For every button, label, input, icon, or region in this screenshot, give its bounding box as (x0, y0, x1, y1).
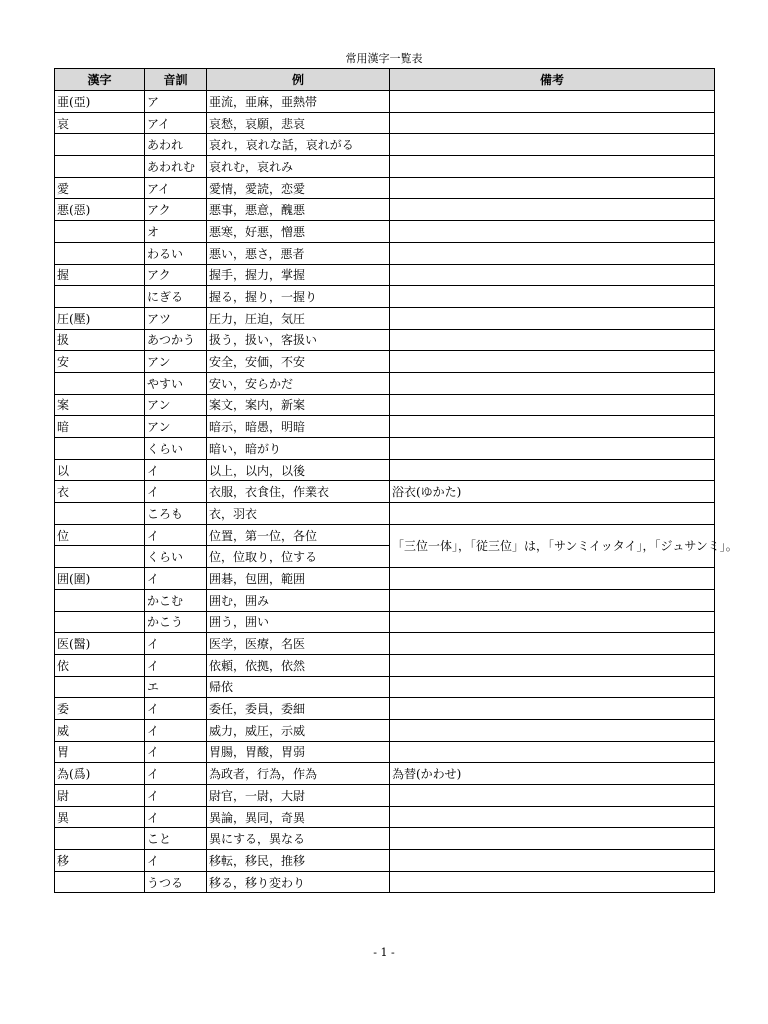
example-cell: 哀愁，哀願，悲哀 (207, 112, 390, 134)
kanji-cell: 案 (55, 394, 145, 416)
example-cell: 衣，羽衣 (207, 503, 390, 525)
kanji-cell (55, 546, 145, 568)
table-row (55, 828, 715, 850)
note-cell (390, 416, 715, 438)
kanji-cell: 愛 (55, 177, 145, 199)
reading-cell: アン (145, 416, 207, 438)
table-row (55, 850, 715, 872)
note-cell (390, 394, 715, 416)
note-cell (390, 828, 715, 850)
reading-cell: あわれむ (145, 156, 207, 178)
reading-cell: イ (145, 763, 207, 785)
example-cell: 帰依 (207, 676, 390, 698)
note-cell (390, 568, 715, 590)
example-cell: 案文，案内，新案 (207, 394, 390, 416)
reading-cell: ア (145, 91, 207, 113)
page-title: 常用漢字一覧表 (345, 52, 423, 65)
note-cell (390, 611, 715, 633)
example-cell: 囲う，囲い (207, 611, 390, 633)
note-cell (390, 307, 715, 329)
reading-cell: アク (145, 199, 207, 221)
table-row (55, 134, 715, 156)
reading-cell: イ (145, 524, 207, 546)
reading-cell: こと (145, 828, 207, 850)
example-cell: 囲む，囲み (207, 589, 390, 611)
table-row (55, 372, 715, 394)
note-cell (390, 741, 715, 763)
reading-cell: あわれ (145, 134, 207, 156)
example-cell: 哀れむ，哀れみ (207, 156, 390, 178)
example-cell: 愛情，愛読，恋愛 (207, 177, 390, 199)
example-cell: 位，位取り，位する (207, 546, 390, 568)
note-cell (390, 654, 715, 676)
example-cell: 亜流，亜麻，亜熱帯 (207, 91, 390, 113)
reading-cell: オ (145, 221, 207, 243)
header-note: 備考 (390, 69, 715, 91)
kanji-cell: 圧(壓) (55, 307, 145, 329)
reading-cell: やすい (145, 372, 207, 394)
note-cell (390, 351, 715, 373)
note-cell (390, 719, 715, 741)
note-cell (390, 633, 715, 655)
table-row (55, 307, 715, 329)
kanji-cell: 医(醫) (55, 633, 145, 655)
reading-cell: イ (145, 459, 207, 481)
example-cell: 位置，第一位，各位 (207, 524, 390, 546)
reading-cell: イ (145, 633, 207, 655)
table-row (55, 199, 715, 221)
kanji-cell: 哀 (55, 112, 145, 134)
reading-cell: かこむ (145, 589, 207, 611)
example-cell: 握る，握り，一握り (207, 286, 390, 308)
reading-cell: あつかう (145, 329, 207, 351)
reading-cell: イ (145, 654, 207, 676)
example-cell: 悪い，悪さ，悪者 (207, 242, 390, 264)
header-reading: 音訓 (145, 69, 207, 91)
example-cell: 悪寒，好悪，憎悪 (207, 221, 390, 243)
table-row (55, 633, 715, 655)
example-cell: 圧力，圧迫，気圧 (207, 307, 390, 329)
kanji-cell (55, 221, 145, 243)
kanji-cell (55, 372, 145, 394)
note-cell (390, 286, 715, 308)
note-cell (390, 91, 715, 113)
kanji-cell: 胃 (55, 741, 145, 763)
kanji-cell (55, 589, 145, 611)
table-row (55, 177, 715, 199)
table-row (55, 589, 715, 611)
reading-cell: アク (145, 264, 207, 286)
note-cell (390, 156, 715, 178)
note-cell (390, 242, 715, 264)
reading-cell: イ (145, 850, 207, 872)
table-row (55, 329, 715, 351)
note-cell: 為替(かわせ) (390, 763, 715, 785)
kanji-cell (55, 828, 145, 850)
reading-cell: わるい (145, 242, 207, 264)
reading-cell: イ (145, 785, 207, 807)
note-cell (390, 264, 715, 286)
table-row (55, 806, 715, 828)
table-row (55, 112, 715, 134)
reading-cell: イ (145, 806, 207, 828)
header-kanji: 漢字 (55, 69, 145, 91)
table-row (55, 698, 715, 720)
header-example: 例 (207, 69, 390, 91)
kanji-cell: 尉 (55, 785, 145, 807)
table-row (55, 785, 715, 807)
reading-cell: イ (145, 719, 207, 741)
example-cell: 移転，移民，推移 (207, 850, 390, 872)
table-row (55, 286, 715, 308)
example-cell: 暗い，暗がり (207, 438, 390, 460)
table-row (55, 416, 715, 438)
note-cell (390, 438, 715, 460)
table-row (55, 524, 715, 546)
table-row (55, 264, 715, 286)
table-row (55, 676, 715, 698)
note-cell (390, 177, 715, 199)
reading-cell: エ (145, 676, 207, 698)
example-cell: 握手，握力，掌握 (207, 264, 390, 286)
kanji-table (54, 68, 738, 893)
table-row (55, 568, 715, 590)
table-row (55, 242, 715, 264)
table-row (55, 481, 715, 503)
table-row (55, 611, 715, 633)
example-cell: 移る，移り変わり (207, 871, 390, 893)
kanji-cell: 衣 (55, 481, 145, 503)
kanji-cell: 囲(圍) (55, 568, 145, 590)
kanji-cell (55, 611, 145, 633)
kanji-cell: 為(爲) (55, 763, 145, 785)
table-row (55, 91, 715, 113)
example-cell: 以上，以内，以後 (207, 459, 390, 481)
example-cell: 哀れ，哀れな話，哀れがる (207, 134, 390, 156)
note-cell (390, 372, 715, 394)
example-cell: 尉官，一尉，大尉 (207, 785, 390, 807)
reading-cell: アイ (145, 112, 207, 134)
note-cell (390, 676, 715, 698)
note-cell (390, 589, 715, 611)
example-cell: 暗示，暗愚，明暗 (207, 416, 390, 438)
page-number: - 1 - (373, 946, 395, 959)
example-cell: 依頼，依拠，依然 (207, 654, 390, 676)
table-row (55, 351, 715, 373)
kanji-cell: 依 (55, 654, 145, 676)
reading-cell: アイ (145, 177, 207, 199)
note-cell (390, 134, 715, 156)
kanji-cell (55, 134, 145, 156)
note-cell (390, 785, 715, 807)
example-cell: 医学，医療，名医 (207, 633, 390, 655)
table-row (55, 438, 715, 460)
reading-cell: イ (145, 568, 207, 590)
reading-cell: うつる (145, 871, 207, 893)
kanji-cell: 安 (55, 351, 145, 373)
reading-cell: くらい (145, 438, 207, 460)
table-row (55, 719, 715, 741)
example-cell: 異にする，異なる (207, 828, 390, 850)
kanji-cell (55, 503, 145, 525)
example-cell: 異論，異同，奇異 (207, 806, 390, 828)
table-row (55, 221, 715, 243)
table-row (55, 394, 715, 416)
table-row (55, 741, 715, 763)
note-cell (390, 221, 715, 243)
reading-cell: ころも (145, 503, 207, 525)
kanji-cell: 以 (55, 459, 145, 481)
kanji-cell: 委 (55, 698, 145, 720)
reading-cell: くらい (145, 546, 207, 568)
note-cell: 浴衣(ゆかた) (390, 481, 715, 503)
example-cell: 安全，安価，不安 (207, 351, 390, 373)
kanji-cell: 位 (55, 524, 145, 546)
example-cell: 委任，委員，委細 (207, 698, 390, 720)
table-row (55, 654, 715, 676)
kanji-cell: 扱 (55, 329, 145, 351)
kanji-cell: 悪(惡) (55, 199, 145, 221)
kanji-cell (55, 676, 145, 698)
kanji-cell: 移 (55, 850, 145, 872)
note-cell (390, 806, 715, 828)
table-header-row (55, 69, 715, 91)
table-row (55, 503, 715, 525)
table-row (55, 156, 715, 178)
table-row (55, 871, 715, 893)
table-body (55, 91, 738, 893)
reading-cell: アツ (145, 307, 207, 329)
kanji-cell: 異 (55, 806, 145, 828)
note-cell (390, 459, 715, 481)
note-cell (390, 112, 715, 134)
kanji-cell (55, 242, 145, 264)
reading-cell: イ (145, 741, 207, 763)
example-cell: 扱う，扱い，客扱い (207, 329, 390, 351)
note-cell (390, 503, 715, 525)
example-cell: 囲碁，包囲，範囲 (207, 568, 390, 590)
kanji-cell: 暗 (55, 416, 145, 438)
note-cell (390, 199, 715, 221)
example-cell: 為政者，行為，作為 (207, 763, 390, 785)
kanji-cell: 威 (55, 719, 145, 741)
kanji-cell (55, 156, 145, 178)
note-cell (390, 698, 715, 720)
table-row (55, 459, 715, 481)
kanji-cell (55, 286, 145, 308)
kanji-cell (55, 871, 145, 893)
kanji-cell: 亜(亞) (55, 91, 145, 113)
reading-cell: イ (145, 481, 207, 503)
example-cell: 悪事，悪意，醜悪 (207, 199, 390, 221)
example-cell: 胃腸，胃酸，胃弱 (207, 741, 390, 763)
reading-cell: にぎる (145, 286, 207, 308)
reading-cell: イ (145, 698, 207, 720)
example-cell: 威力，威圧，示威 (207, 719, 390, 741)
kanji-cell (55, 438, 145, 460)
note-cell (390, 850, 715, 872)
reading-cell: アン (145, 351, 207, 373)
example-cell: 衣服，衣食住，作業衣 (207, 481, 390, 503)
kanji-cell: 握 (55, 264, 145, 286)
table-row (55, 763, 715, 785)
reading-cell: アン (145, 394, 207, 416)
example-cell: 安い，安らかだ (207, 372, 390, 394)
reading-cell: かこう (145, 611, 207, 633)
note-cell (390, 871, 715, 893)
note-cell (390, 329, 715, 351)
note-cell: 「三位一体」，「従三位」は，「サンミイッタイ」，「ジュサンミ」。 (390, 524, 715, 567)
